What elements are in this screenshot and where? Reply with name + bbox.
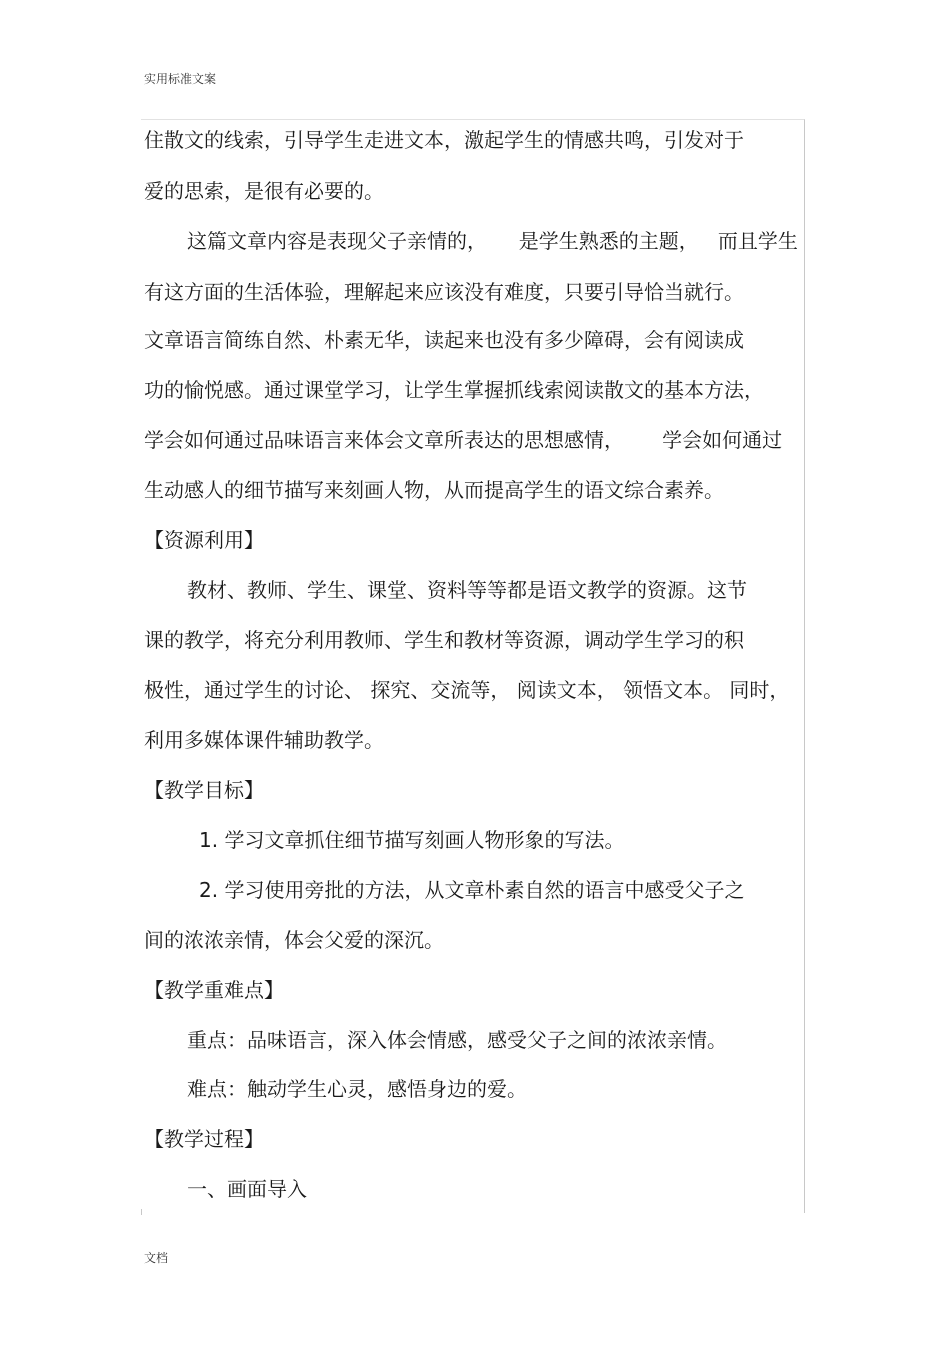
goal-item-2: 2. 学习使用旁批的方法，从文章朴素自然的语言中感受父子之	[199, 878, 745, 902]
section-heading-goals: 【教学目标】	[144, 778, 264, 802]
body-line: 生动感人的细节描写来刻画人物，从而提高学生的语文综合素养。	[144, 478, 724, 502]
body-line: 功的愉悦感。通过课堂学习，让学生掌握抓线索阅读散文的基本方法，	[144, 378, 764, 402]
body-line: 利用多媒体课件辅助教学。	[144, 728, 384, 752]
page-header: 实用标准文案	[144, 72, 217, 86]
key-point-line: 重点：品味语言，深入体会情感，感受父子之间的浓浓亲情。	[187, 1028, 727, 1052]
body-line: 极性，通过学生的讨论、 探究、交流等， 阅读文本， 领悟文本。 同时，	[144, 678, 790, 702]
body-line: 间的浓浓亲情，体会父爱的深沉。	[144, 928, 444, 952]
body-line: 住散文的线索，引导学生走进文本，激起学生的情感共鸣，引发对于	[144, 128, 744, 152]
body-line: 学会如何通过品味语言来体会文章所表达的思想感情， 学会如何通过	[144, 428, 783, 452]
difficulty-line: 难点：触动学生心灵，感悟身边的爱。	[187, 1077, 527, 1101]
frame-corner-mark	[141, 1209, 142, 1215]
section-heading-process: 【教学过程】	[144, 1127, 264, 1151]
process-step-1: 一、画面导入	[187, 1177, 307, 1201]
goal-item-1: 1. 学习文章抓住细节描写刻画人物形象的写法。	[199, 828, 625, 852]
body-line: 文章语言简练自然、朴素无华，读起来也没有多少障碍，会有阅读成	[144, 328, 744, 352]
body-line: 有这方面的生活体验，理解起来应该没有难度，只要引导恰当就行。	[144, 280, 744, 304]
body-line: 爱的思索，是很有必要的。	[144, 179, 384, 203]
section-heading-key-points: 【教学重难点】	[144, 978, 284, 1002]
body-line: 这篇文章内容是表现父子亲情的， 是学生熟悉的主题， 而且学生	[187, 229, 798, 253]
body-line: 教材、教师、学生、课堂、资料等等都是语文教学的资源。这节	[187, 578, 747, 602]
section-heading-resources: 【资源利用】	[144, 528, 264, 552]
body-line: 课的教学，将充分利用教师、学生和教材等资源，调动学生学习的积	[144, 628, 744, 652]
page-footer: 文档	[144, 1251, 169, 1265]
